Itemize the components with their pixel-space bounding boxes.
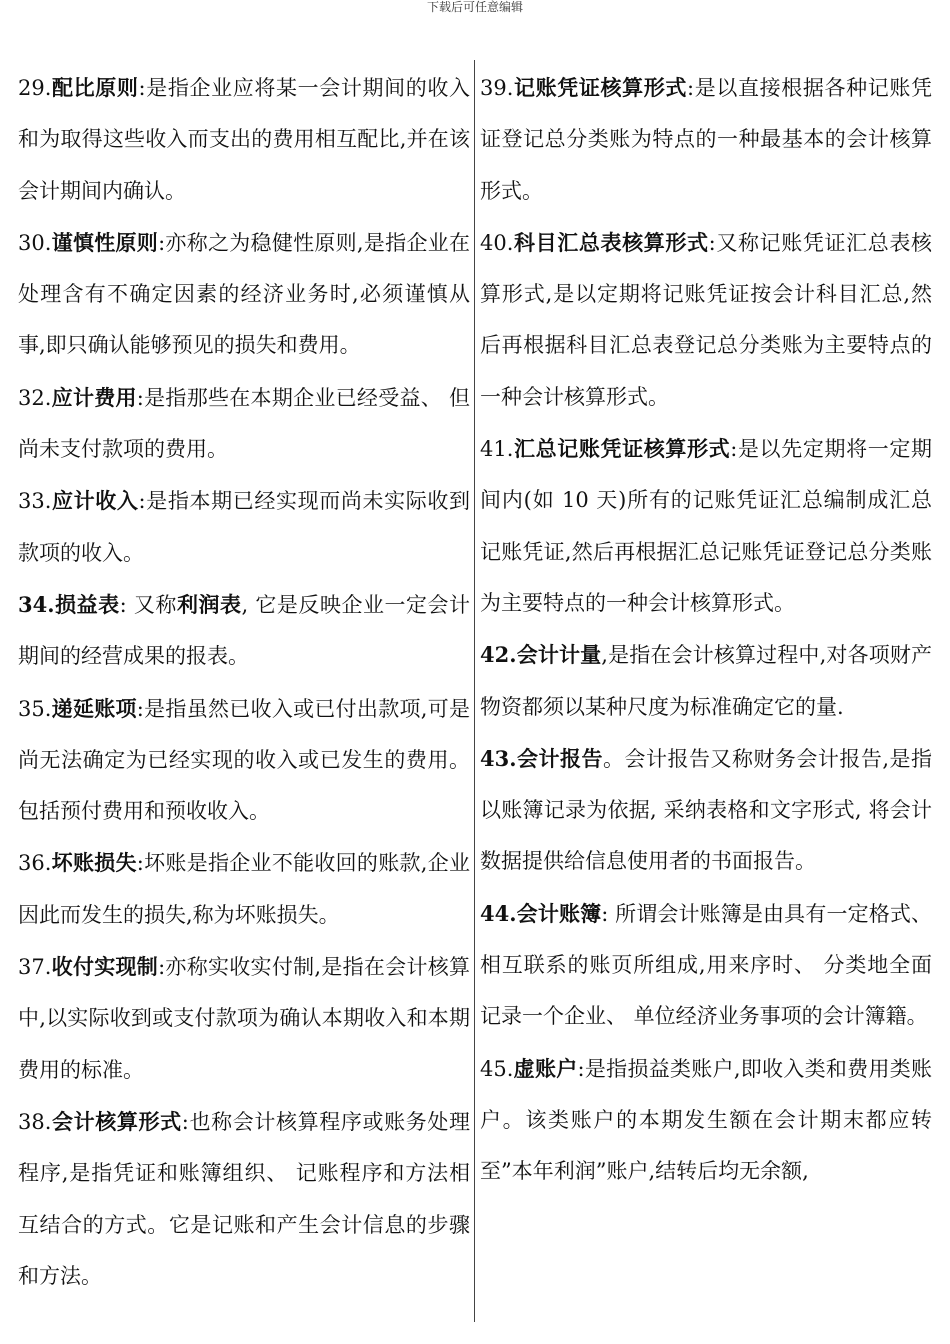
entry-definition-rest: , 它是反映企业一定会计期间的经营成果的报表。 <box>18 592 471 669</box>
entry-separator: : <box>138 76 146 100</box>
entry-separator: , <box>601 643 608 668</box>
entry-separator: : <box>158 230 166 255</box>
entry-definition: 是指本期已经实现而尚未实际收到款项的收入。 <box>18 489 471 565</box>
entry-term: 收付实现制 <box>51 954 159 980</box>
entry-definition: 坏账是指企业不能收回的账款,企业因此而发生的损失,称为坏账损失。 <box>18 851 470 927</box>
entry-definition: 是以直接根据各种记账凭证登记总分类账为特点的一种最基本的会计核算形式。 <box>480 76 933 203</box>
entry-33 <box>18 475 470 579</box>
entry-separator: : <box>158 955 166 980</box>
entry-41 <box>480 423 932 629</box>
entry-34 <box>18 579 470 683</box>
entry-separator: : <box>577 1056 585 1081</box>
entry-number: 42. <box>480 642 517 668</box>
entry-separator: : <box>136 851 144 876</box>
entry-39 <box>480 62 932 217</box>
column-divider <box>474 60 475 1322</box>
entry-definition: 是指虽然已收入或已付出款项,可是尚无法确定为已经实现的收入或已发生的费用。包括预付费用和预收收入。 <box>18 696 470 824</box>
entry-number: 38. <box>18 1109 52 1134</box>
entry-separator: : <box>601 901 616 926</box>
entry-number: 45. <box>480 1056 514 1081</box>
entry-number: 43. <box>480 745 517 771</box>
entry-number: 37. <box>18 955 52 980</box>
entry-term-alias: 利润表 <box>176 591 242 617</box>
entry-separator: : <box>136 696 144 721</box>
entry-number: 39. <box>480 76 514 100</box>
entry-separator: : <box>119 592 134 617</box>
entry-definition: 是指在会计核算过程中,对各项财产物资都须以某种尺度为标准确定它的量. <box>480 643 932 719</box>
entry-29 <box>18 62 470 217</box>
entry-number: 30. <box>18 230 52 255</box>
entry-number: 36. <box>18 851 52 876</box>
entry-term: 记账凭证核算形式 <box>513 75 688 100</box>
entry-separator: : <box>708 230 716 255</box>
entry-term: 会计计量 <box>516 642 602 668</box>
entry-40 <box>480 217 932 423</box>
entry-separator: : <box>181 1109 189 1134</box>
entry-number: 44. <box>480 900 517 926</box>
entry-number: 33. <box>18 489 52 514</box>
entry-number: 41. <box>480 437 514 462</box>
entry-32 <box>18 372 470 476</box>
entry-number: 34. <box>18 591 55 617</box>
left-column <box>18 62 470 1302</box>
entry-separator: : <box>730 437 738 462</box>
entry-38 <box>18 1096 470 1302</box>
entry-term: 应计收入 <box>51 488 139 514</box>
entry-number: 32. <box>18 385 52 410</box>
entry-definition: 是以先定期将一定期间内(如 10 天)所有的记账凭证汇总编制成汇总记账凭证,然后再根据汇总记账凭证登记总分类账为主要特点的一种会计核算形式。 <box>480 437 933 615</box>
entry-definition: 又称记账凭证汇总表核算形式,是以定期将记账凭证按会计科目汇总,然后再根据科目汇总表登记总分类账为主要特点的一种会计核算形式。 <box>480 230 933 409</box>
entry-definition: 也称会计核算程序或账务处理程序,是指凭证和账簿组织、 记账程序和方法相互结合的方式。它是记账和产生会计信息的步骤和方法。 <box>18 1109 471 1288</box>
entry-definition: 会计报告又称财务会计报告,是指以账簿记录为依据, 采纳表格和文字形式, 将会计数据提供给信息使用者的书面报告。 <box>480 746 933 874</box>
entry-separator: 。 <box>603 746 625 771</box>
entry-43 <box>480 733 932 888</box>
entry-term: 坏账损失 <box>51 850 137 876</box>
entry-term: 汇总记账凭证核算形式 <box>513 436 731 462</box>
entry-term: 应计费用 <box>51 384 137 410</box>
entry-42 <box>480 629 932 733</box>
entry-term: 递延账项 <box>51 695 137 721</box>
entry-definition: 又称 <box>133 592 177 617</box>
entry-definition: 亦称实收实付制,是指在会计核算中,以实际收到或支付款项为确认本期收入和本期费用的标准。 <box>18 955 470 1082</box>
entry-separator: : <box>138 489 146 514</box>
entry-term: 虚账户 <box>513 1055 578 1081</box>
entry-definition: 亦称之为稳健性原则,是指企业在处理含有不确定因素的经济业务时,必须谨慎从事,即只确认能够预见的损失和费用。 <box>18 230 470 358</box>
entry-44 <box>480 888 932 1043</box>
right-column <box>480 62 932 1198</box>
entry-definition: 所谓会计账簿是由具有一定格式、 相互联系的账页所组成,用来序时、 分类地全面记录一个企业、 单位经济业务事项的会计簿籍。 <box>480 901 932 1029</box>
entry-number: 40. <box>480 230 514 255</box>
entry-definition: 是指企业应将某一会计期间的收入和为取得这些收入而支出的费用相互配比,并在该会计期间内确认。 <box>18 76 471 203</box>
entry-term: 会计核算形式 <box>51 1108 182 1134</box>
entry-45 <box>480 1043 932 1198</box>
entry-separator: : <box>687 76 695 100</box>
entry-definition: 是指那些在本期企业已经受益、 但尚未支付款项的费用。 <box>18 385 470 462</box>
entry-number: 35. <box>18 696 52 721</box>
entry-term: 谨慎性原则 <box>51 229 159 255</box>
entry-term: 会计账簿 <box>516 900 602 926</box>
entry-35 <box>18 683 470 838</box>
header-note: 下载后可任意编辑 <box>426 0 523 14</box>
entry-36 <box>18 837 470 941</box>
entry-term: 会计报告 <box>516 745 603 771</box>
entry-37 <box>18 941 470 1096</box>
entry-term: 配比原则 <box>51 75 139 100</box>
entry-definition: 是指损益类账户,即收入类和费用类账户。该类账户的本期发生额在会计期末都应转至”本年利润”账户,结转后均无余额, <box>480 1056 933 1184</box>
entry-separator: : <box>136 385 144 410</box>
entry-30 <box>18 217 470 372</box>
entry-term: 损益表 <box>54 591 120 617</box>
entry-number: 29. <box>18 76 52 100</box>
entry-term: 科目汇总表核算形式 <box>513 229 709 255</box>
